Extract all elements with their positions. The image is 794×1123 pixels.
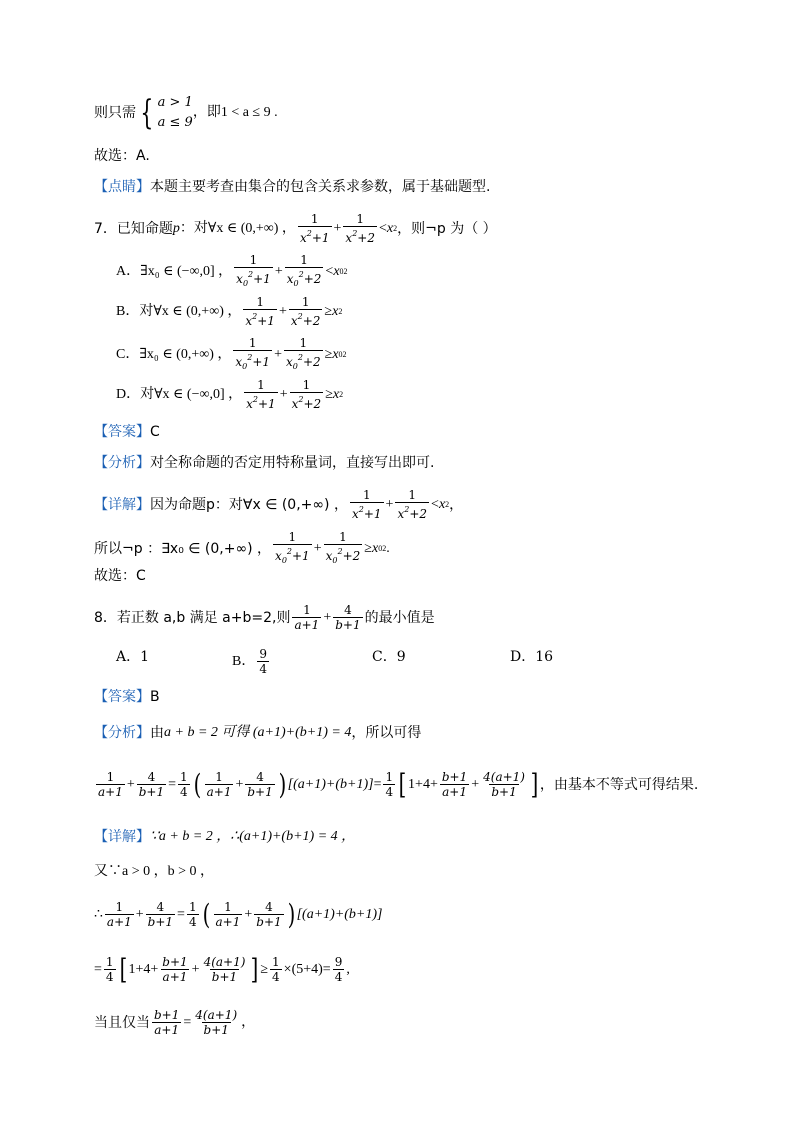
detail-8-line4: = $\frac{1}{4}$ [ 1+4+ $\frac{b+1}{a+1}$ + $\frac{4(a+1)}{b+1}$ ] ≥ $\frac{1}{4}$ ×(5+4)= $\frac{9}{4}$ , [94, 952, 350, 986]
text: 当且仅当 [94, 1014, 150, 1031]
option-8b [232, 647, 271, 676]
fraction: $\frac{1}{x_0^2+2}$ [285, 253, 324, 291]
option-7a: A．∃x₀ ∈ (−∞,0] ， $\frac{1}{x_0^2+1}$ + $\frac{1}{x_0^2+2}$ < x 0 2 [116, 253, 348, 291]
option-8a: A．1 [116, 649, 150, 665]
so-7: 所以¬p ：∃x₀ ∈ (0,+∞) ， $\frac{1}{x_0^2+1}$ + $\frac{1}{x_0^2+2}$ ≥ x 0 2 . [94, 530, 390, 568]
analysis-8 [94, 723, 421, 743]
var-p: p [172, 220, 180, 236]
select-7: 故选：C [94, 568, 146, 584]
option-8d: D．16 [510, 649, 554, 665]
text: ， [449, 496, 464, 513]
detail-8-line5: 当且仅当 $\frac{b+1}{a+1}$ = $\frac{4(a+1)}{b+1}$ ， [94, 1008, 256, 1037]
brace: { [140, 93, 154, 133]
case-stack [158, 93, 193, 133]
text: 则只需 [94, 105, 136, 121]
fraction: $\frac{1}{x^2+1}$ [299, 212, 330, 245]
fraction: $\frac{1}{x_0^2+1}$ [233, 336, 272, 374]
tag-detail: 【详解】 [94, 496, 150, 513]
detail-7: 【详解】 因为命题p：对∀x ∈ (0,+∞) ， $\frac{1}{x^2+1}$ + $\frac{1}{x^2+2}$ < x 2 ， [94, 488, 464, 521]
option-7c: C．∃x₀ ∈ (0,+∞) ， $\frac{1}{x_0^2+1}$ + $\frac{1}{x_0^2+2}$ ≥ x 0 2 [116, 336, 347, 374]
answer-8 [94, 687, 160, 707]
text: ，则¬p 为（ ） [397, 220, 497, 237]
fraction: $\frac{1}{x^2+2}$ [290, 295, 321, 328]
option-7b: B．对∀x ∈ (0,+∞) ， $\frac{1}{x^2+1}$ + $\frac{1}{x^2+2}$ ≥ x 2 [116, 295, 343, 328]
tag-answer: 【答案】 [94, 689, 150, 705]
tag-analysis: 【分析】 [94, 725, 150, 741]
fraction: $\frac{1}{x_0^2+1}$ [273, 530, 312, 568]
fraction: $\frac{1}{x^2+1}$ [246, 378, 276, 411]
option-8c: C．9 [372, 649, 406, 665]
detail-8-line2 [94, 862, 214, 882]
case-2: a ≤ 9 [157, 115, 193, 130]
tag-answer: 【答案】 [94, 424, 150, 440]
fraction: $\frac{1}{x_0^2+1}$ [234, 253, 273, 291]
comment-line [94, 177, 490, 197]
fraction: $\frac{1}{x_0^2+2}$ [284, 336, 323, 374]
text: 的最小值是 [364, 609, 435, 626]
text: ， [241, 1014, 256, 1030]
text: a + b = 2 可得 (a+1)+(b+1) = 4 [164, 725, 352, 740]
case-1: a > 1 [157, 95, 193, 110]
text: 由 [150, 725, 164, 741]
text: ，由基本不等式可得结果. [539, 776, 699, 793]
label: D．对∀x ∈ (−∞,0] ， [116, 386, 243, 402]
text: . [386, 541, 390, 556]
tag-detail: 【详解】 [94, 829, 150, 845]
label: B．对∀x ∈ (0,+∞) ， [116, 303, 242, 319]
text: 8．若正数 a,b 满足 a+b=2,则 [94, 609, 291, 626]
line-case [94, 93, 278, 133]
fraction: $\frac{9}{4}$ [259, 647, 267, 676]
label: B． [232, 653, 256, 669]
fraction: $\frac{1}{x^2+2}$ [291, 378, 322, 411]
select-line: 故选：A. [94, 148, 150, 164]
text: ，所以可得 [351, 725, 422, 741]
analysis-8-formula: $\frac{1}{a+1}$ + $\frac{4}{b+1}$ = $\frac{1}{4}$ ( $\frac{1}{a+1}$ + $\frac{4}{b+1}$ ) [(a+1)+(b+1)] = $\frac{1}{4}$ [ 1+4+ $\frac{b+1}{a+1}$ + $\frac{4(a+1)}{b+1}$ ] ，由基本不等式可得结果. [98, 767, 699, 801]
text: ∵a + b = 2 ，∴(a+1)+(b+1) = 4 ， [150, 829, 356, 844]
text: 又∵a > 0 ，b > 0 ， [94, 864, 215, 879]
text: 本题主要考查由集合的包含关系求参数，属于基础题型. [150, 179, 491, 195]
text: 7．已知命题 [94, 220, 173, 237]
answer-value: C [150, 424, 160, 440]
option-7d: D．对∀x ∈ (−∞,0] ， $\frac{1}{x^2+1}$ + $\frac{1}{x^2+2}$ ≥ x 2 [116, 378, 344, 411]
tag-analysis: 【分析】 [94, 455, 150, 471]
label: A．∃x₀ ∈ (−∞,0] ， [116, 264, 233, 279]
text: 所以¬p ：∃x₀ ∈ (0,+∞) ， [94, 541, 272, 557]
fraction: $\frac{1}{x_0^2+2}$ [324, 530, 363, 568]
fraction: $\frac{1}{x^2+2}$ [397, 488, 428, 521]
question-7: 7．已知命题 p ：对∀x ∈ (0,+∞) ， $\frac{1}{x^2+1}$ + $\frac{1}{x^2+2}$ < x 2 ，则¬p 为（ ） [94, 212, 497, 245]
fraction: $\frac{4}{b+1}$ [335, 603, 361, 632]
text: 对全称命题的否定用特称量词，直接写出即可. [150, 455, 435, 471]
fraction: $\frac{1}{x^2+1}$ [245, 295, 275, 328]
fraction: $\frac{1}{x^2+2}$ [345, 212, 375, 245]
text: ：对∀x ∈ (0,+∞) ， [179, 220, 296, 236]
text: 因为命题p：对∀x ∈ (0,+∞) ， [150, 496, 348, 513]
question-8: 8．若正数 a,b 满足 a+b=2,则 $\frac{1}{a+1}$ + $\frac{4}{b+1}$ 的最小值是 [94, 603, 435, 632]
detail-8 [94, 827, 355, 847]
analysis-7 [94, 453, 434, 473]
fraction: $\frac{1}{x^2+1}$ [351, 488, 382, 521]
detail-8-line3: ∴ $\frac{1}{a+1}$ + $\frac{4}{b+1}$ = $\frac{1}{4}$ ( $\frac{1}{a+1}$ + $\frac{4}{b+1}$ ) [(a+1)+(b+1)] [94, 897, 383, 931]
answer-7 [94, 422, 160, 442]
fraction: $\frac{1}{a+1}$ [294, 603, 320, 632]
label: C．∃x₀ ∈ (0,+∞) ， [116, 347, 232, 362]
answer-value: B [150, 689, 160, 705]
tag-comment: 【点睛】 [94, 179, 150, 195]
text: ，即1 < a ≤ 9 . [192, 105, 278, 120]
